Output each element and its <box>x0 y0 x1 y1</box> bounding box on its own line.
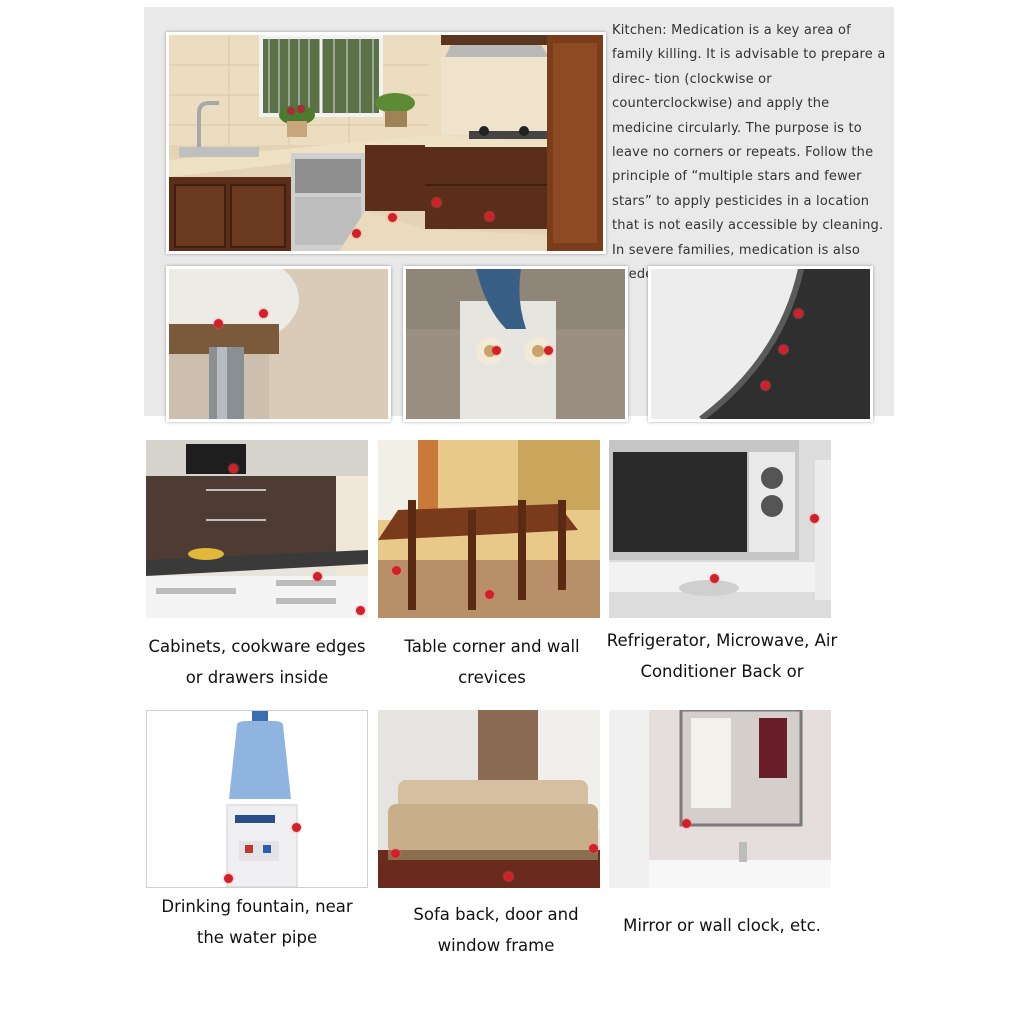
marker-dot <box>391 849 400 858</box>
cabinets-photo <box>146 440 368 618</box>
marker-dot <box>544 346 553 355</box>
marker-dot <box>504 872 513 881</box>
microwave-photo <box>609 440 831 618</box>
caption-mirror: Mirror or wall clock, etc. <box>623 916 821 935</box>
caption-sofa: Sofa back, door and window frame <box>413 905 579 955</box>
marker-dot <box>214 319 223 328</box>
mirror-photo <box>609 710 831 888</box>
marker-dot <box>352 229 361 238</box>
marker-dot <box>392 566 401 575</box>
pipe-illustration <box>169 269 388 419</box>
kitchen-photo <box>166 32 606 254</box>
drain-photo <box>403 266 628 422</box>
toilet-illustration <box>651 269 870 419</box>
marker-dot <box>779 345 788 354</box>
marker-dot <box>710 574 719 583</box>
marker-dot <box>313 572 322 581</box>
mirror-illustration <box>609 710 831 888</box>
marker-dot <box>356 606 365 615</box>
water-dispenser-photo <box>146 710 368 888</box>
caption-appliances: Refrigerator, Microwave, Air Conditioner Back or <box>606 631 838 681</box>
marker-dot <box>589 844 598 853</box>
marker-dot <box>224 874 233 883</box>
water-dispenser-illustration <box>147 711 367 887</box>
marker-dot <box>682 819 691 828</box>
caption-table: Table corner and wall crevices <box>404 637 580 687</box>
marker-dot <box>292 823 301 832</box>
toilet-base-photo <box>648 266 873 422</box>
dining-photo <box>378 440 600 618</box>
marker-dot <box>761 381 770 390</box>
kitchen-description: Kitchen: Medication is a key area of family killing. It is advisable to prepare a direc- tion (clockwise or counterclockwise) and apply the medicine circularly. The purpose is to leave no corners or repeats. Follow the principle of “multiple stars and fewer stars” to apply pesticides in a location that is not easily accessible by cleaning. In severe families, medication is also needed <box>612 23 886 283</box>
cabinets-illustration <box>146 440 368 618</box>
marker-dot <box>432 198 441 207</box>
pipe-photo <box>166 266 391 422</box>
caption-fountain: Drinking fountain, near the water pipe <box>161 897 353 947</box>
marker-dot <box>810 514 819 523</box>
marker-dot <box>485 590 494 599</box>
marker-dot <box>492 346 501 355</box>
microwave-illustration <box>609 440 831 618</box>
marker-dot <box>259 309 268 318</box>
marker-dot <box>229 464 238 473</box>
marker-dot <box>794 309 803 318</box>
kitchen-illustration <box>169 35 603 251</box>
sofa-illustration <box>378 710 600 888</box>
marker-dot <box>388 213 397 222</box>
marker-dot <box>485 212 494 221</box>
caption-cabinets: Cabinets, cookware edges or drawers inside <box>148 637 366 687</box>
sofa-photo <box>378 710 600 888</box>
drain-illustration <box>406 269 625 419</box>
